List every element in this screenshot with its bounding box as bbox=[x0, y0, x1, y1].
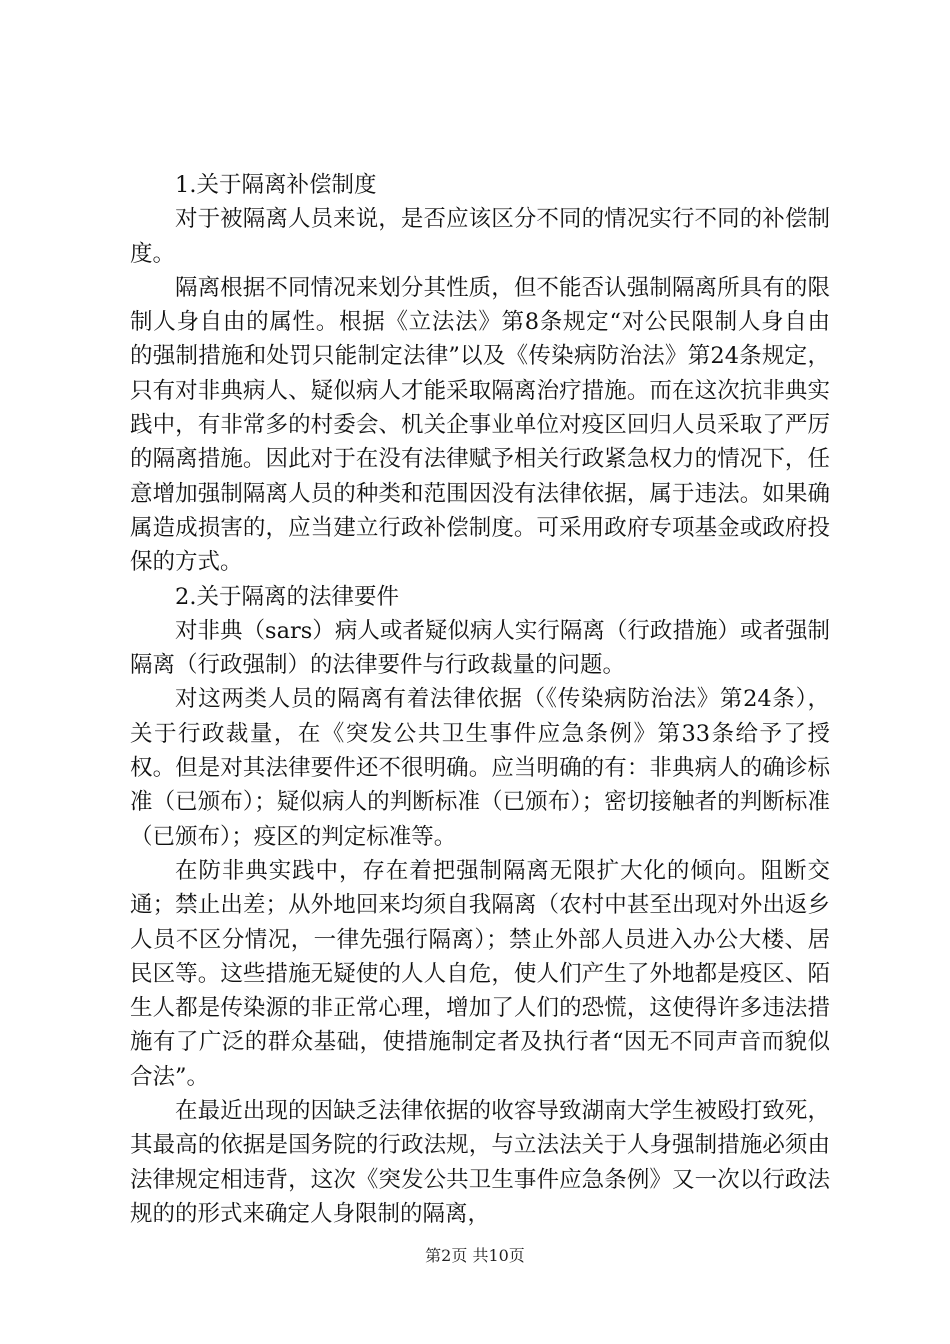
paragraph: 对于被隔离人员来说，是否应该区分不同的情况实行不同的补偿制度。 bbox=[130, 206, 830, 267]
paragraph: 在最近出现的因缺乏法律依据的收容导致湖南大学生被殴打致死，其最高的依据是国务院的行政法规，与立法法关于人身强制措施必须由法律规定相违背，这次《突发公共卫生事件应急条例》又一次以行政法规的的形式来确定人身限制的隔离， bbox=[130, 1098, 830, 1227]
section-heading-2: 2.关于隔离的法律要件 bbox=[175, 583, 399, 610]
paragraph: 对非典（sars）病人或者疑似病人实行隔离（行政措施）或者强制隔离（行政强制）的法律要件与行政裁量的问题。 bbox=[130, 617, 830, 679]
paragraph: 在防非典实践中，存在着把强制隔离无限扩大化的倾向。阻断交通；禁止出差；从外地回来均须自我隔离（农村中甚至出现对外出返乡人员不区分情况，一律先强行隔离）；禁止外部人员进入办公大楼、居民区等。这些措施无疑使的人人自危，使人们产生了外地都是疫区、陌生人都是传染源的非正常心理，增加了人们的恐慌，这使得许多违法措施有了广泛的群众基础，使措施制定者及执行者“因无不同声音而貌似合法”。 bbox=[130, 857, 830, 1090]
page-footer bbox=[0, 1243, 950, 1266]
document-body bbox=[130, 168, 830, 1231]
paragraph: 对这两类人员的隔离有着法律依据（《传染病防治法》第24条），关于行政裁量，在《突发公共卫生事件应急条例》第33条给予了授权。但是对其法律要件还不很明确。应当明确的有：非典病人的确诊标准（已颁布）；疑似病人的判断标准（已颁布）；密切接触者的判断标准（已颁布）；疫区的判定标准等。 bbox=[130, 686, 830, 850]
section-heading-1: 1.关于隔离补偿制度 bbox=[175, 172, 377, 198]
paragraph: 隔离根据不同情况来划分其性质，但不能否认强制隔离所具有的限制人身自由的属性。根据《立法法》第8条规定“对公民限制人身自由的强制措施和处罚只能制定法律”以及《传染病防治法》第24条规定，只有对非典病人、疑似病人才能采取隔离治疗措施。而在这次抗非典实践中，有非常多的村委会、机关企事业单位对疫区回归人员采取了严厉的隔离措施。因此对于在没有法律赋予相关行政紧急权力的情况下，任意增加强制隔离人员的种类和范围因没有法律依据，属于违法。如果确属造成损害的，应当建立行政补偿制度。可采用政府专项基金或政府投保的方式。 bbox=[130, 274, 830, 576]
page-number: 第2页 共10页 bbox=[425, 1246, 525, 1265]
